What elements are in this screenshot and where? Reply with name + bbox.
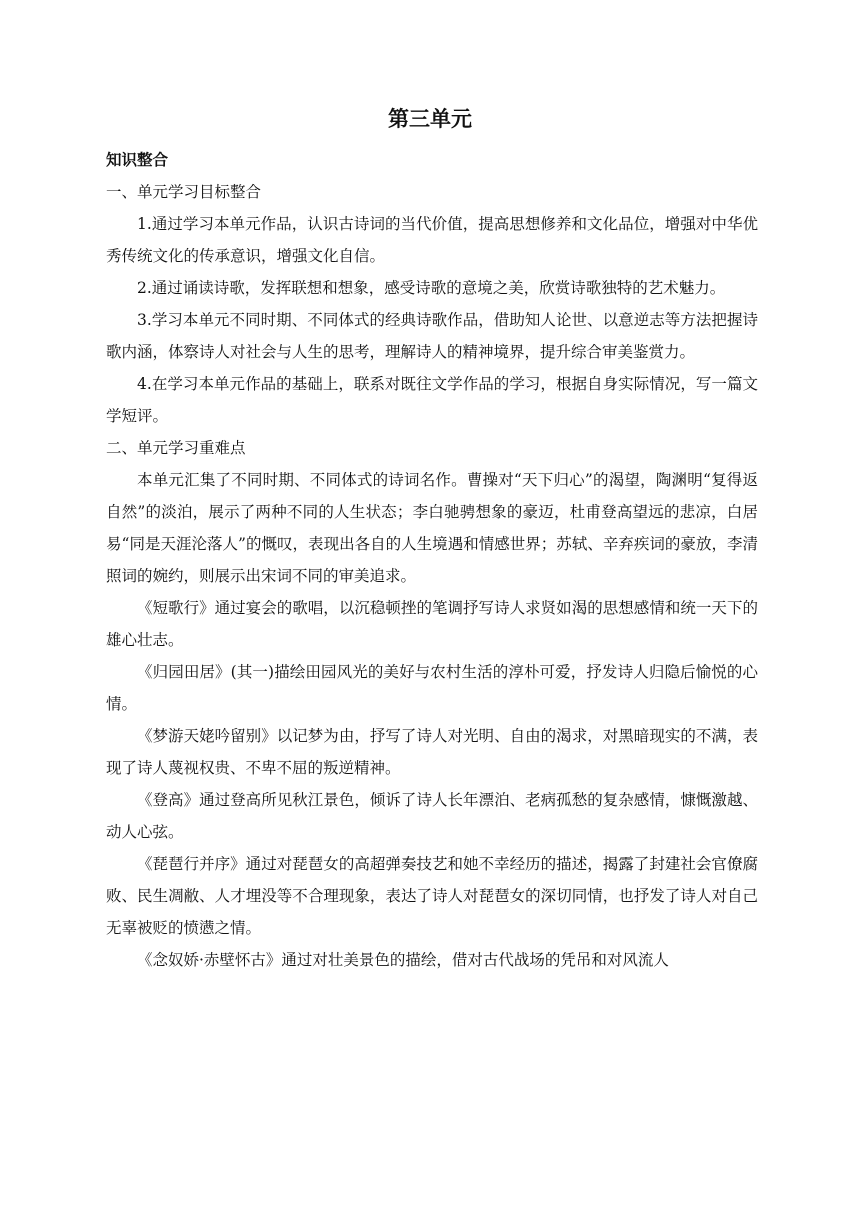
paragraph-niannujiao: 《念奴娇·赤壁怀古》通过对壮美景色的描绘，借对古代战场的凭吊和对风流人 [137, 951, 669, 969]
page-title: 第三单元 [388, 107, 472, 131]
part2-heading: 二、单元学习重难点 [106, 439, 246, 457]
goal-item-2: 2.通过诵读诗歌，发挥联想和想象，感受诗歌的意境之美，欣赏诗歌独特的艺术魅力。 [137, 279, 726, 297]
paragraph-guiyuantianju: 《归园田居》(其一)描绘田园风光的美好与农村生活的淳朴可爱，抒发诗人归隐后愉悦的心情。 [106, 663, 758, 713]
paragraph-denggao: 《登高》通过登高所见秋江景色，倾诉了诗人长年漂泊、老病孤愁的复杂感情，慷慨激越、动人心弦。 [106, 791, 758, 841]
paragraph-duangexing: 《短歌行》通过宴会的歌唱，以沉稳顿挫的笔调抒写诗人求贤如渴的思想感情和统一天下的雄心壮志。 [106, 599, 758, 649]
goal-item-1: 1.通过学习本单元作品，认识古诗词的当代价值，提高思想修养和文化品位，增强对中华优秀传统文化的传承意识，增强文化自信。 [106, 215, 758, 265]
paragraph-pipaxing: 《琵琶行并序》通过对琵琶女的高超弹奏技艺和她不幸经历的描述，揭露了封建社会官僚腐败、民生凋敝、人才埋没等不合理现象，表达了诗人对琵琶女的深切同情，也抒发了诗人对自己无辜被贬的愤懑之情。 [106, 855, 758, 937]
part1-heading: 一、单元学习目标整合 [106, 183, 262, 201]
goal-item-3: 3.学习本单元不同时期、不同体式的经典诗歌作品，借助知人论世、以意逆志等方法把握诗歌内涵，体察诗人对社会与人生的思考，理解诗人的精神境界，提升综合审美鉴赏力。 [106, 311, 758, 361]
paragraph-mengyoutianmu: 《梦游天姥吟留别》以记梦为由，抒写了诗人对光明、自由的渴求，对黑暗现实的不满，表现了诗人蔑视权贵、不卑不屈的叛逆精神。 [106, 727, 758, 777]
goal-item-4: 4.在学习本单元作品的基础上，联系对既往文学作品的学习，根据自身实际情况，写一篇文学短评。 [106, 375, 758, 425]
overview-paragraph: 本单元汇集了不同时期、不同体式的诗词名作。曹操对“天下归心”的渴望，陶渊明“复得返自然”的淡泊，展示了两种不同的人生状态；李白驰骋想象的豪迈，杜甫登高望远的悲凉，白居易“同是天涯沦落人”的慨叹，表现出各自的人生境遇和情感世界；苏轼、辛弃疾词的豪放，李清照词的婉约，则展示出宋词不同的审美追求。 [106, 471, 758, 585]
section-title: 知识整合 [106, 151, 169, 169]
document-body [106, 144, 758, 976]
